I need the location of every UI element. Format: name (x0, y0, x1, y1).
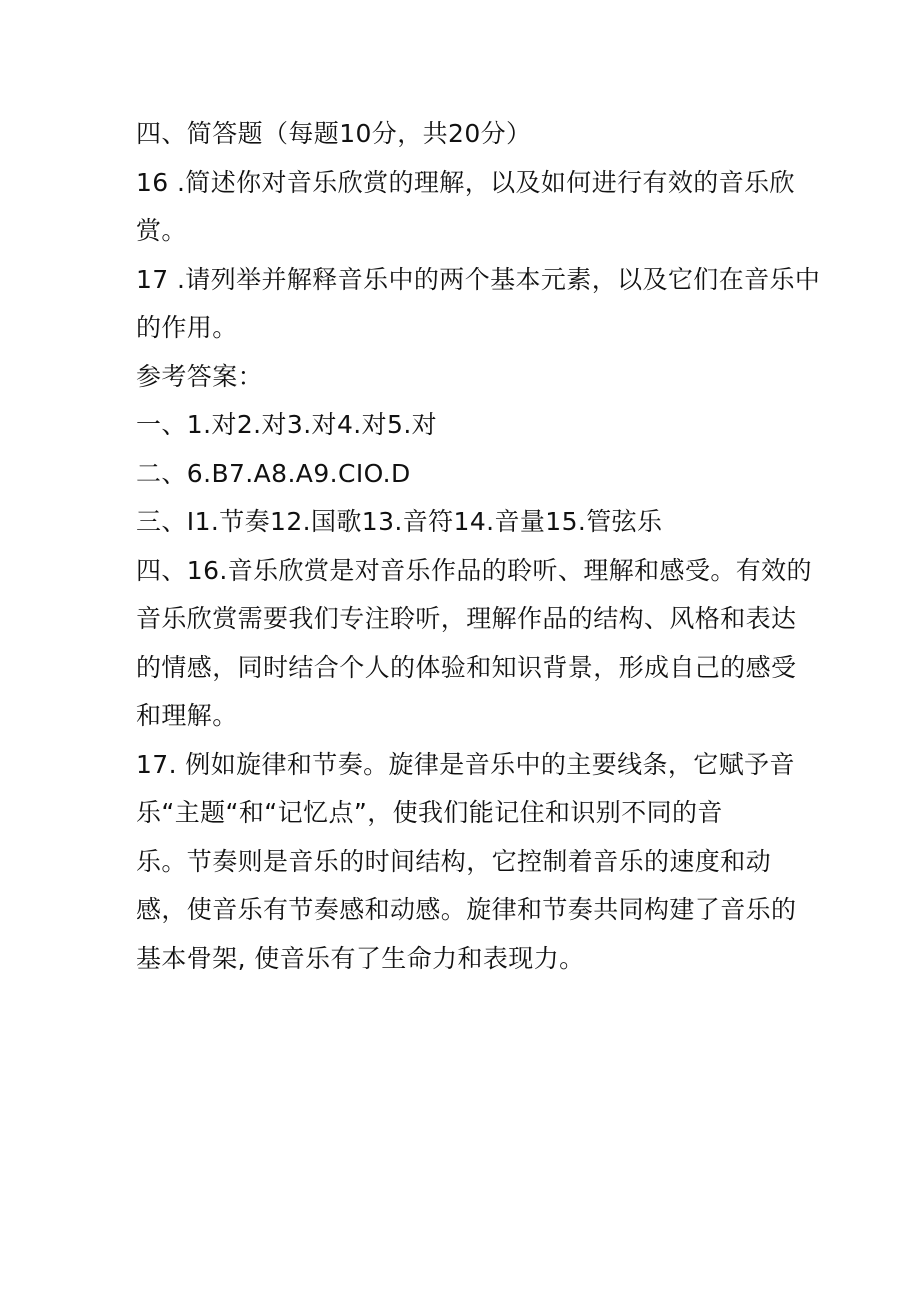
answer-part-3: 三、I1.节奏12.国歌13.音符14.音量15.管弦乐 (136, 507, 663, 536)
question-17-line-1: 17 .请列举并解释音乐中的两个基本元素，以及它们在音乐中 (136, 264, 821, 294)
section-heading: 四、简答题（每题10分，共20分） (136, 119, 532, 148)
answers-heading: 参考答案： (136, 361, 264, 391)
answer-17-line-3: 乐。节奏则是音乐的时间结构，它控制着音乐的速度和动 (136, 846, 772, 876)
answer-16-line-1: 四、16.音乐欣赏是对音乐作品的聆听、理解和感受。有效的 (136, 555, 812, 585)
answer-17-line-2: 乐“主题“和“记忆点”，使我们能记住和识别不同的音 (136, 798, 723, 827)
answer-17-line-4: 感，使音乐有节奏感和动感。旋律和节奏共同构建了音乐的 (136, 895, 797, 924)
question-16-line-1: 16 .简述你对音乐欣赏的理解，以及如何进行有效的音乐欣 (136, 167, 795, 197)
answer-16-line-2: 音乐欣赏需要我们专注聆听，理解作品的结构、风格和表达 (136, 604, 797, 633)
answer-part-1: 一、1.对2.对3.对4.对5.对 (136, 410, 438, 439)
document-body (136, 110, 821, 983)
answer-16-line-3: 的情感，同时结合个人的体验和知识背景，形成自己的感受 (136, 652, 797, 682)
question-17-line-2: 的作用。 (136, 313, 238, 342)
answer-part-2: 二、6.B7.A8.A9.CIO.D (136, 458, 411, 488)
answer-17-line-1: 17. 例如旋律和节奏。旋律是音乐中的主要线条，它赋予音 (136, 749, 795, 779)
answer-16-line-4: 和理解。 (136, 701, 238, 730)
question-16-line-2: 赏。 (136, 216, 187, 245)
answer-17-line-5: 基本骨架, 使音乐有了生命力和表现力。 (136, 943, 585, 973)
